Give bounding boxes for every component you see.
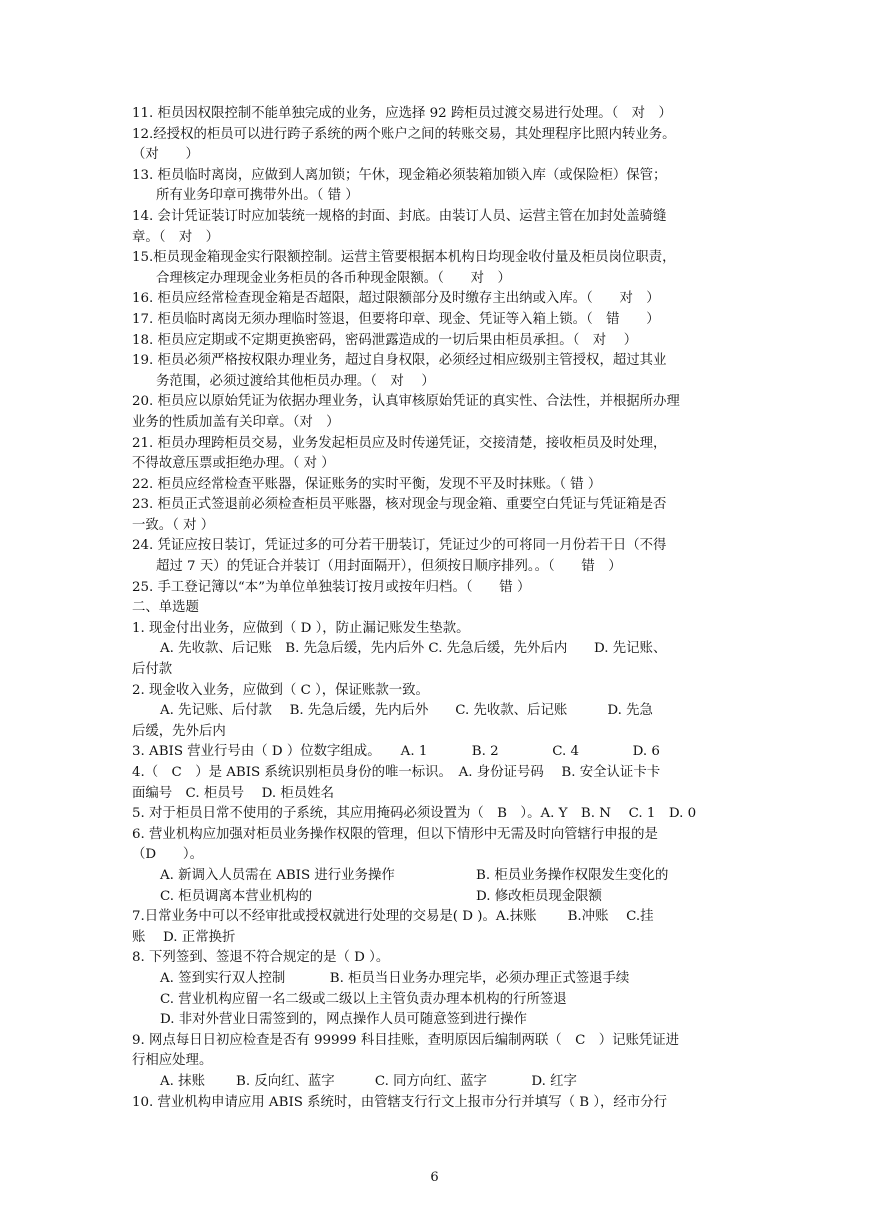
- text-line: 超过 7 天）的凭证合并装订（用封面隔开），但须按日顺序排列。。（ 错 ）: [156, 559, 622, 575]
- text-line: 后缓，先外后内: [132, 723, 226, 739]
- text-line: 务范围，必须过渡给其他柜员办理。（ 对 ）: [156, 373, 435, 389]
- text-line: A. 签到实行双人控制 B. 柜员当日业务办理完毕，必须办理正式签退手续: [160, 970, 630, 986]
- text-line: 15.柜员现金箱现金实行限额控制。运营主管要根据本机构日均现金收付量及柜员岗位职责，: [132, 250, 676, 266]
- option-left: C. 柜员调离本营业机构的: [160, 888, 313, 904]
- text-line: 17. 柜员临时离岗无须办理临时签退，但要将印章、现金、凭证等入箱上锁。（ 错 ）: [132, 311, 660, 327]
- page-number: 6: [430, 1170, 439, 1185]
- option-left: A. 新调入人员需在 ABIS 进行业务操作: [160, 867, 395, 883]
- text-line: 4.（ C ）是 ABIS 系统识别柜员身份的唯一标识。 A. 身份证号码 B. 安全认证卡卡: [132, 765, 661, 780]
- text-line: 所有业务印章可携带外出。（ 错 ）: [156, 188, 359, 204]
- text-line: （D ）。: [132, 847, 203, 863]
- text-line: 不得故意压票或拒绝办理。（ 对 ）: [132, 456, 335, 472]
- text-line: A. 先记账、后付款 B. 先急后缓，先内后外 C. 先收款、后记账 D. 先急: [160, 703, 653, 719]
- option-right: B. 柜员业务操作权限发生变化的: [476, 867, 669, 883]
- option-right: D. 修改柜员现金限额: [476, 888, 602, 904]
- text-line: 8. 下列签到、签退不符合规定的是（ D ）。: [132, 950, 390, 966]
- text-line: 2. 现金收入业务，应做到（ C ），保证账款一致。: [132, 682, 429, 698]
- text-line: 7.日常业务中可以不经审批或授权就进行处理的交易是( D )。A.抹账 B.冲账 C.挂: [132, 909, 654, 925]
- page-body: [132, 104, 740, 1113]
- text-line: 12.经授权的柜员可以进行跨子系统的两个账户之间的转账交易，其处理程序比照内转业务。: [132, 126, 676, 142]
- text-line: 14. 会计凭证装订时应加装统一规格的封面、封底。由装订人员、运营主管在加封处盖骑缝: [132, 208, 667, 224]
- text-line: 合理核定办理现金业务柜员的各币种现金限额。（ 对 ）: [156, 270, 511, 286]
- text-line: 13. 柜员临时离岗，应做到人离加锁；午休，现金箱必须装箱加锁入库（或保险柜）保管；: [132, 167, 667, 183]
- text-line: 11. 柜员因权限控制不能单独完成的业务，应选择 92 跨柜员过渡交易进行处理。（ 对 ）: [132, 106, 672, 121]
- text-line: 行相应处理。: [132, 1053, 213, 1069]
- text-line: 业务的性质加盖有关印章。（对 ）: [132, 414, 340, 430]
- text-line: 一致。（ 对 ）: [132, 517, 215, 533]
- text-line: 10. 营业机构申请应用 ABIS 系统时，由管辖支行行文上报市分行并填写（ B ），经市分行: [132, 1094, 667, 1110]
- text-line: 9. 网点每日日初应检查是否有 99999 科目挂账，查明原因后编制两联（ C ）记账凭证进: [132, 1032, 680, 1048]
- text-line: 19. 柜员必须严格按权限办理业务，超过自身权限，必须经过相应级别主管授权，超过其业: [132, 353, 667, 369]
- text-line: 6. 营业机构应加强对柜员业务操作权限的管理，但以下情形中无需及时向管辖行申报的是: [132, 826, 658, 842]
- text-line: 18. 柜员应定期或不定期更换密码，密码泄露造成的一切后果由柜员承担。（ 对 ）: [132, 332, 638, 348]
- text-line: 25. 手工登记簿以“本”为单位单独装订按月或按年归档。（ 错 ）: [132, 579, 531, 595]
- text-line: 面编号 C. 柜员号 D. 柜员姓名: [132, 785, 334, 801]
- text-line: 3. ABIS 营业行号由（ D ）位数字组成。 A. 1 B. 2 C. 4 D. 6: [132, 744, 660, 760]
- text-line: 5. 对于柜员日常不使用的子系统，其应用掩码必须设置为（ B ）。A. Y B. N C. 1 D. 0: [132, 806, 697, 822]
- text-line: 23. 柜员正式签退前必须检查柜员平账器，核对现金与现金箱、重要空白凭证与凭证箱是否: [132, 497, 667, 513]
- text-line: （对 ）: [132, 147, 199, 163]
- text-line: 20. 柜员应以原始凭证为依据办理业务，认真审核原始凭证的真实性、合法性，并根据所办理: [132, 394, 680, 410]
- text-line: 16. 柜员应经常检查现金箱是否超限，超过限额部分及时缴存主出纳或入库。（ 对 ）: [132, 291, 660, 307]
- text-line: 24. 凭证应按日装订，凭证过多的可分若干册装订，凭证过少的可将同一月份若干日（不得: [132, 538, 667, 554]
- text-line: 二、单选题: [132, 600, 199, 616]
- text-line: 后付款: [132, 662, 173, 678]
- text-line: 1. 现金付出业务，应做到（ D ），防止漏记账发生垫款。: [132, 620, 470, 636]
- text-line: D. 非对外营业日需签到的，网点操作人员可随意签到进行操作: [160, 1012, 527, 1028]
- text-line: 账 D. 正常换折: [132, 929, 236, 945]
- text-line: A. 先收款、后记账 B. 先急后缓，先内后外 C. 先急后缓，先外后内 D. 先记账、: [160, 641, 667, 657]
- text-line: A. 抹账 B. 反向红、蓝字 C. 同方向红、蓝字 D. 红字: [160, 1073, 577, 1089]
- text-line: 22. 柜员应经常检查平账器，保证账务的实时平衡，发现不平及时抹账。（ 错 ）: [132, 476, 602, 492]
- text-line: [132, 866, 740, 887]
- text-line: 21. 柜员办理跨柜员交易，业务发起柜员应及时传递凭证，交接清楚，接收柜员及时处理，: [132, 435, 667, 451]
- text-line: C. 营业机构应留一名二级或二级以上主管负责办理本机构的行所签退: [160, 991, 567, 1007]
- text-line: 章。（ 对 ）: [132, 229, 220, 245]
- text-line: [132, 887, 740, 908]
